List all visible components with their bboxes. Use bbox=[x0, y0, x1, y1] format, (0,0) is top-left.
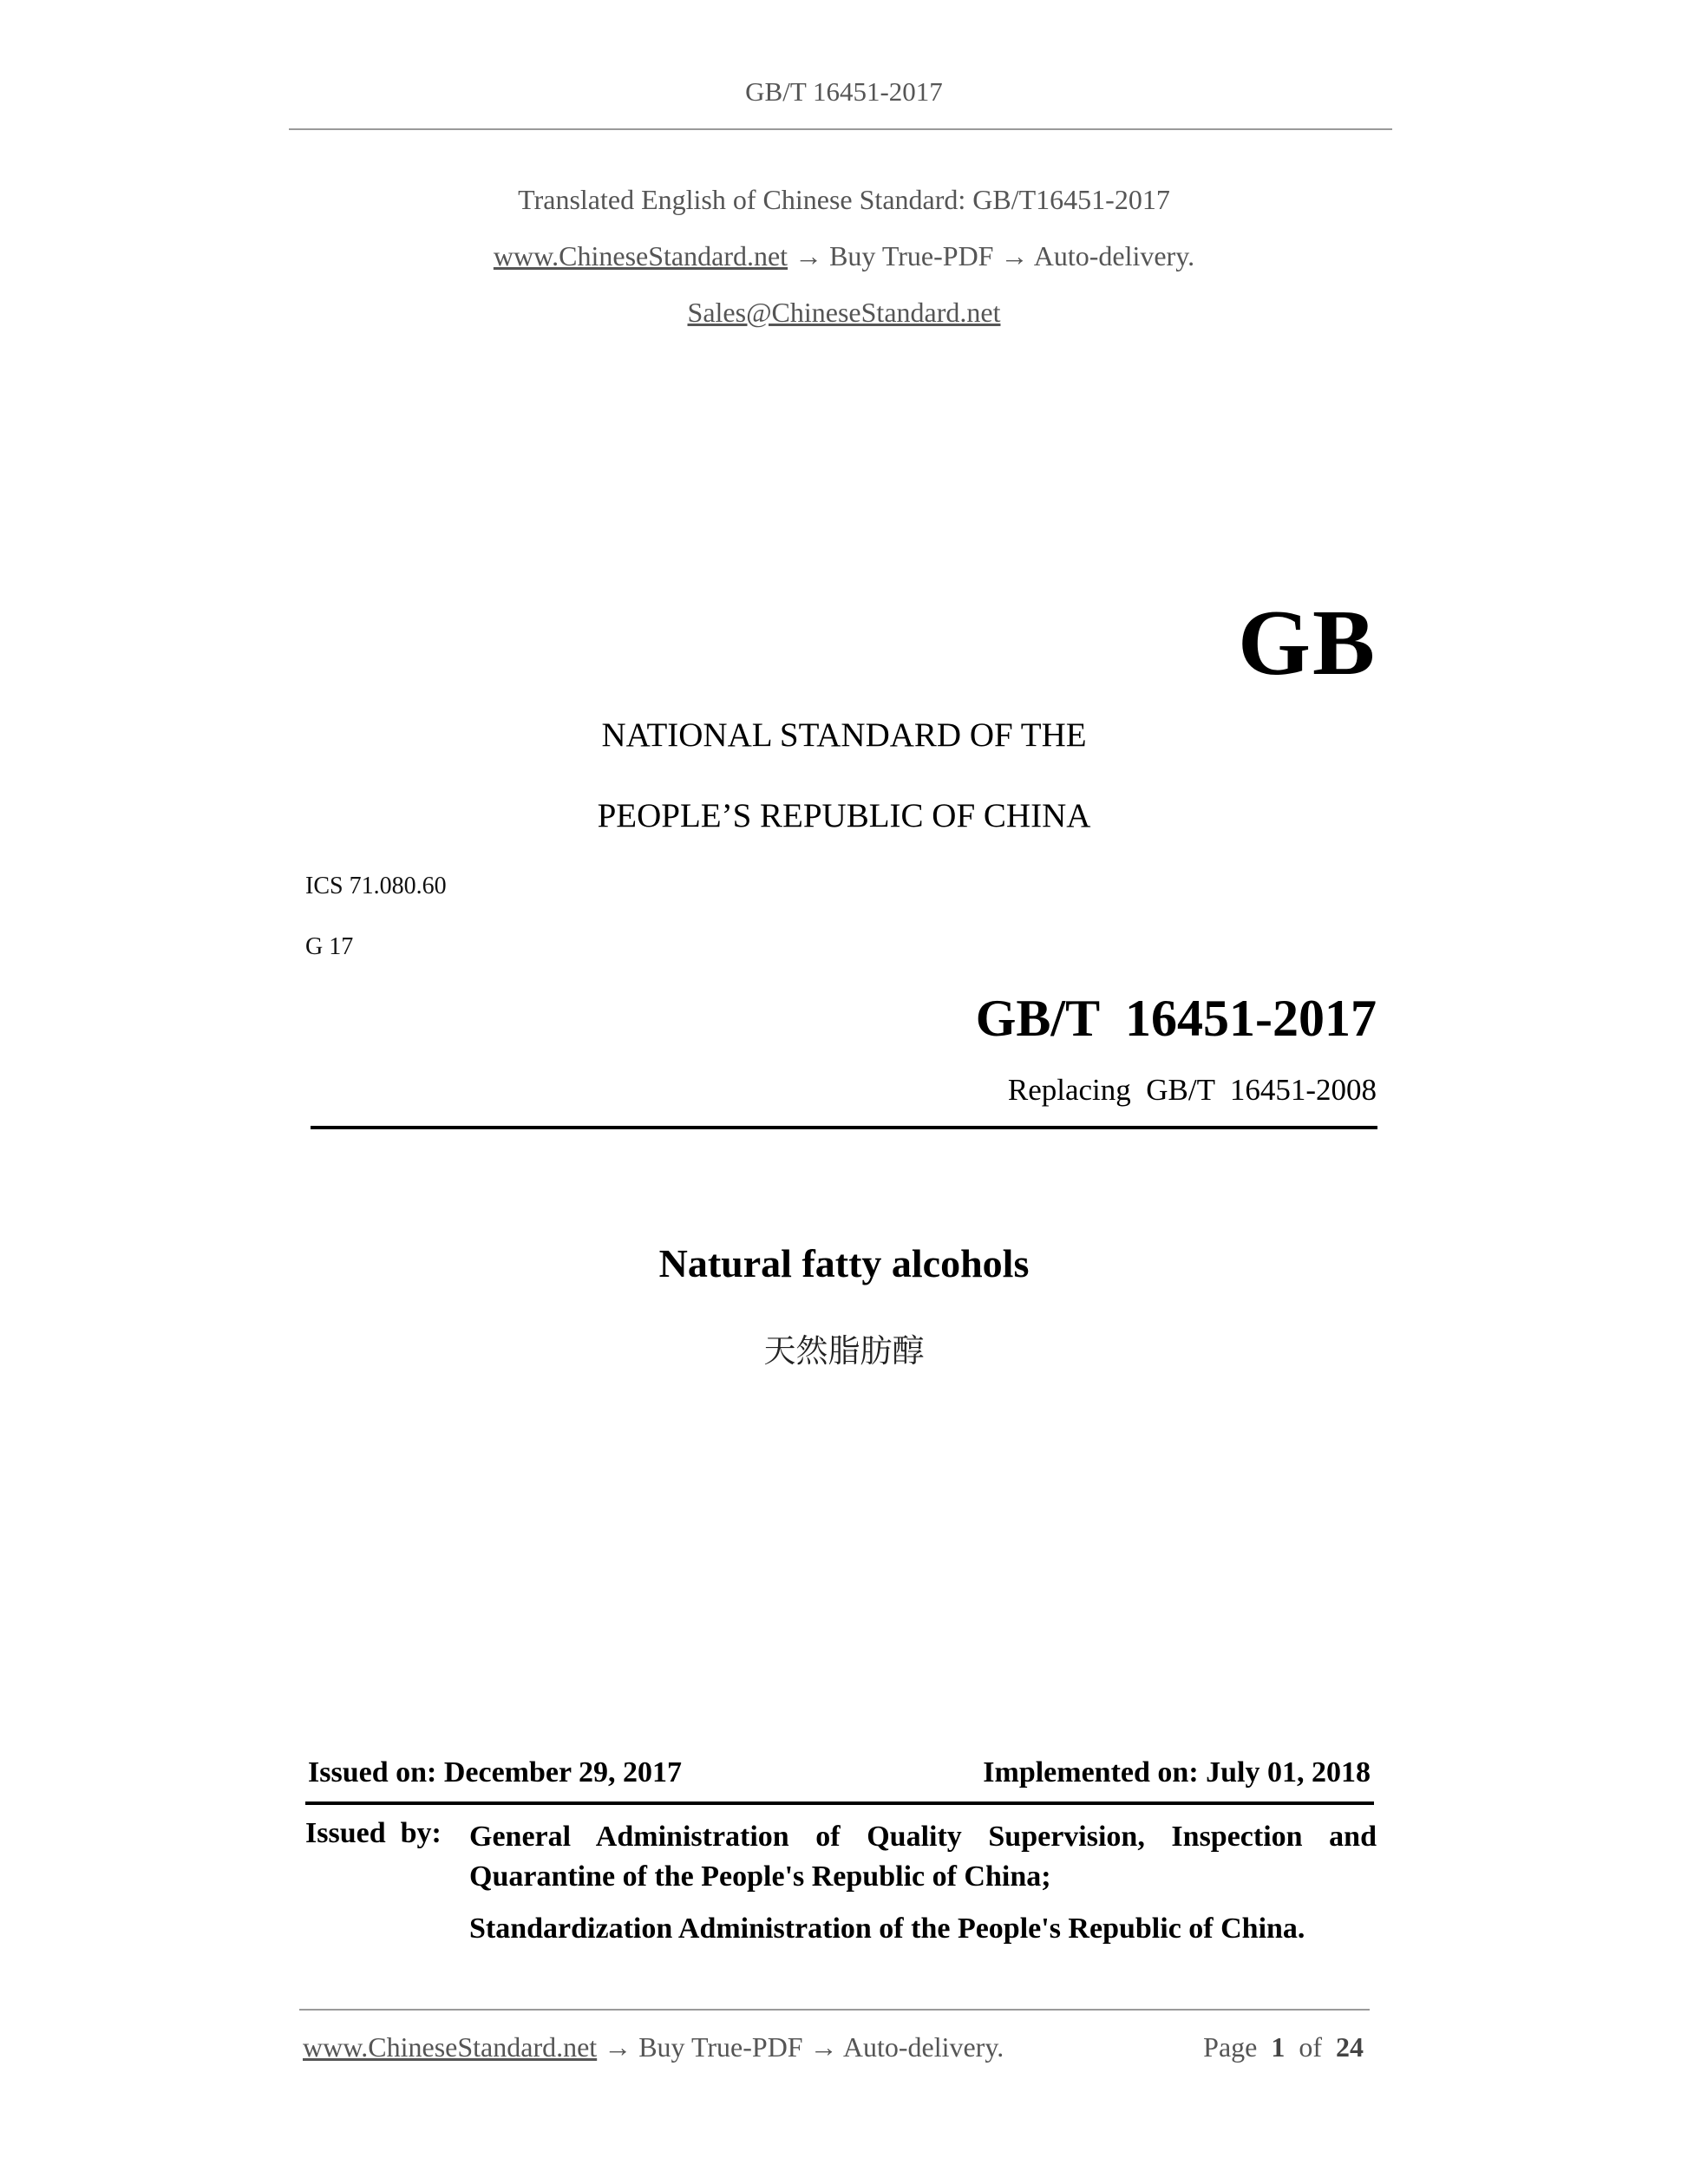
ccs-code: G 17 bbox=[305, 933, 354, 960]
footer-purchase-line bbox=[303, 2031, 1004, 2063]
issuer1-line1: General Administration of Quality Supervision, Inspection and bbox=[469, 1821, 1377, 1853]
translation-notice: Translated English of Chinese Standard: GB/T16451-2017 bbox=[518, 184, 1170, 215]
site-link[interactable]: www.ChineseStandard.net bbox=[493, 240, 788, 271]
footer-site-link[interactable]: www.ChineseStandard.net bbox=[303, 2031, 598, 2063]
standard-number: GB/T 16451-2017 bbox=[975, 990, 1377, 1047]
email-line bbox=[0, 297, 1688, 329]
page-of: of bbox=[1299, 2031, 1322, 2063]
running-header: GB/T 16451-2017 bbox=[745, 76, 943, 107]
page-label: Page bbox=[1203, 2031, 1258, 2063]
page-current: 1 bbox=[1271, 2031, 1286, 2063]
implemented-on: Implemented on: July 01, 2018 bbox=[983, 1756, 1371, 1788]
issuer2: Standardization Administration of the People's Republic of China. bbox=[469, 1913, 1305, 1945]
national-standard-line1: NATIONAL STANDARD OF THE bbox=[601, 716, 1087, 754]
purchase-line bbox=[0, 240, 1688, 272]
gb-logo: GB bbox=[1237, 592, 1377, 695]
ics-code: ICS 71.080.60 bbox=[305, 873, 447, 899]
issued-on: Issued on: December 29, 2017 bbox=[308, 1756, 682, 1788]
page-number bbox=[1203, 2031, 1364, 2063]
document-title: Natural fatty alcohols bbox=[658, 1241, 1030, 1285]
footer-buy-text: → Buy True-PDF → Auto-delivery. bbox=[597, 2031, 1004, 2063]
buy-text: → Buy True-PDF → Auto-delivery. bbox=[788, 240, 1195, 271]
header-divider bbox=[289, 128, 1392, 130]
footer-divider bbox=[299, 2009, 1370, 2011]
national-standard-line2: PEOPLE’S REPUBLIC OF CHINA bbox=[597, 797, 1091, 834]
dates-rule bbox=[305, 1801, 1374, 1805]
title-rule bbox=[311, 1126, 1377, 1129]
email-link[interactable]: Sales@ChineseStandard.net bbox=[687, 297, 1001, 328]
document-title-chinese: 天然脂肪醇 bbox=[763, 1332, 925, 1370]
issued-by-label: Issued by: bbox=[305, 1817, 442, 1849]
replacing-standard: Replacing GB/T 16451-2008 bbox=[1007, 1073, 1377, 1107]
page-total: 24 bbox=[1336, 2031, 1364, 2063]
issuer1-line2: Quarantine of the People's Republic of China; bbox=[469, 1860, 1051, 1893]
